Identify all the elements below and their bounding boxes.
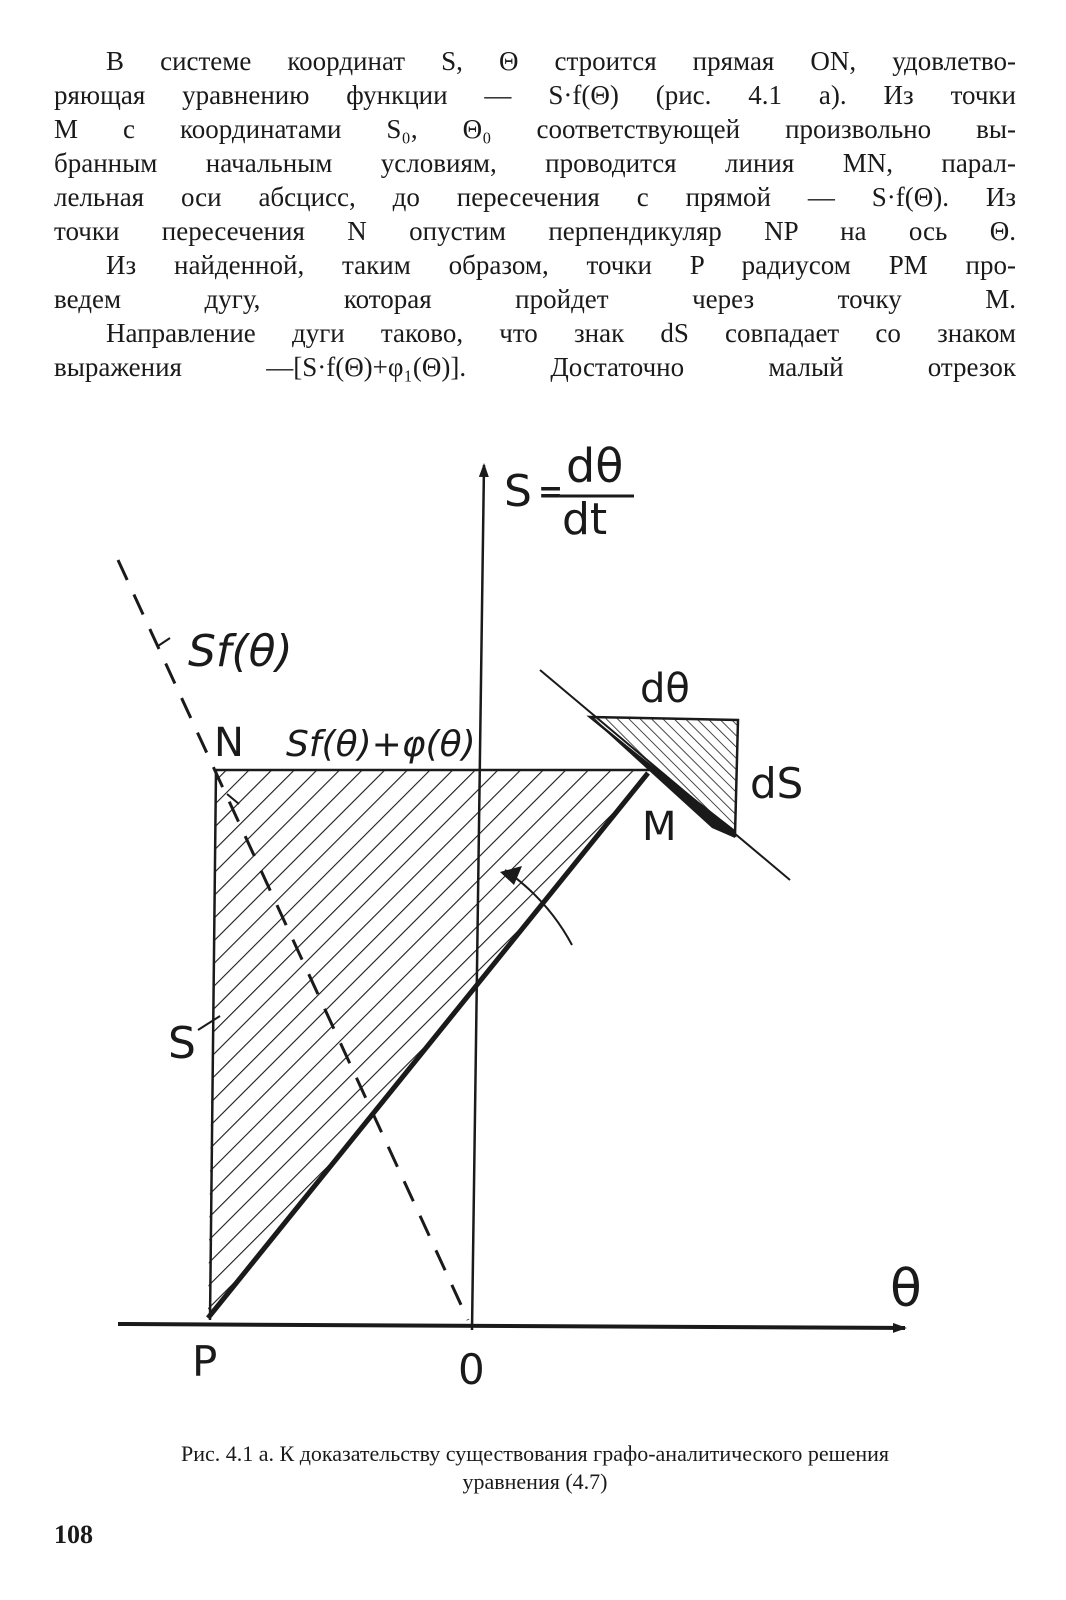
segment-label-s: S <box>168 1018 196 1069</box>
text-line: ряющая уравнению функции — S·f(Θ) (рис. 4.1 а). Из точки <box>54 80 1016 110</box>
paragraph-3 <box>54 316 1016 384</box>
mn-label: Sf(θ)+φ(θ) <box>286 724 476 765</box>
y-axis-denominator: dt <box>562 494 608 545</box>
d-s-label: dS <box>750 759 804 808</box>
geometric-diagram <box>0 430 1066 1430</box>
figure-4-1a <box>0 430 1066 1430</box>
y-axis-label-eq: = <box>538 475 564 510</box>
paragraph-2 <box>54 248 1016 316</box>
tick-mark <box>158 638 170 646</box>
caption-line: Рис. 4.1 а. К доказательству существования графо-аналитического решения <box>180 1441 890 1466</box>
text-line: M с координатами S₀, Θ₀ соответствующей произвольно вы- <box>54 114 1016 144</box>
body-text <box>54 44 1016 384</box>
d-theta-label: dθ <box>640 666 690 712</box>
y-axis-numerator: dθ <box>566 439 624 493</box>
text-line: Направление дуги таково, что знак dS совпадает со знаком <box>106 318 1016 348</box>
origin-label: 0 <box>458 1345 485 1394</box>
line-label-sf: Sf(θ) <box>188 626 293 677</box>
text-line: ведем дугу, которая пройдет через точку M. <box>54 284 1016 314</box>
text-line: выражения —[S·f(Θ)+φ₁(Θ)]. Достаточно малый отрезок <box>54 352 1016 382</box>
point-label-n: N <box>214 720 244 766</box>
text-line: В системе координат S, Θ строится прямая ON, удовлетво- <box>106 46 1016 76</box>
y-axis-label-s: S <box>504 466 532 517</box>
page-number: 108 <box>54 1520 93 1549</box>
caption-line: уравнения (4.7) <box>462 1469 608 1494</box>
point-label-m: M <box>642 804 677 850</box>
figure-caption <box>54 1440 1016 1496</box>
text-line: бранным начальным условиям, проводится линия MN, парал- <box>54 148 1016 178</box>
theta-axis <box>118 1324 905 1328</box>
text-line: Из найденной, таким образом, точки P радиусом PM про- <box>106 250 1016 280</box>
point-label-p: P <box>192 1337 218 1386</box>
text-line: лельная оси абсцисс, до пересечения с прямой — S·f(Θ). Из <box>54 182 1016 212</box>
text-line: точки пересечения N опустим перпендикуляр NP на ось Θ. <box>54 216 1016 246</box>
paragraph-1 <box>54 44 1016 248</box>
x-axis-label-theta: θ <box>890 1259 922 1319</box>
